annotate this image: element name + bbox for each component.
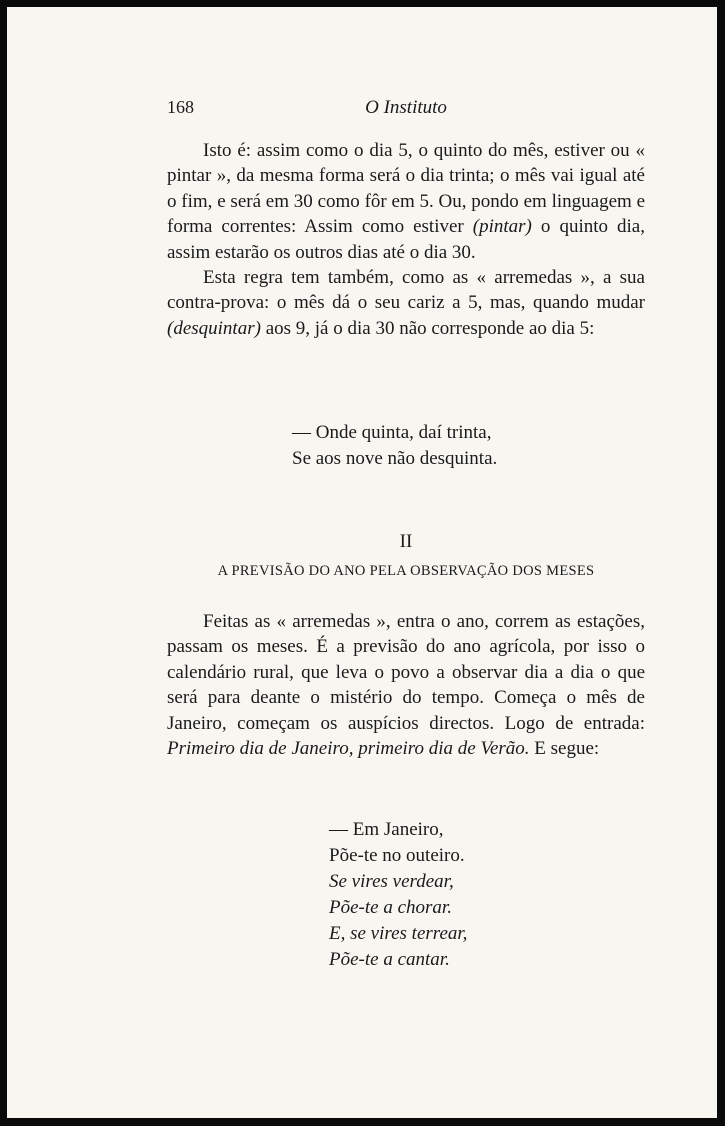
section-number: II bbox=[399, 531, 413, 552]
paragraph-1 bbox=[167, 138, 645, 265]
paragraph-2-text-end: aos 9, já o dia 30 não corresponde ao dia 5: bbox=[260, 317, 595, 339]
verse-2-line: Se vires verdear, bbox=[329, 871, 454, 892]
verse-2-line: Põe-te a chorar. bbox=[329, 897, 452, 918]
paragraph-3-text-end: E segue: bbox=[529, 738, 600, 760]
paragraph-3 bbox=[167, 609, 645, 761]
paragraph-2-text: Esta regra tem também, como as « arremedas », a sua contra-prova: o mês dá o seu cariz a 5, mas, quando mudar bbox=[167, 267, 645, 314]
verse-block-2 bbox=[329, 817, 467, 973]
paragraph-1-text: Isto é: assim como o dia 5, o quinto do mês, estiver ou « pintar », da mesma forma será o dia trinta; o mês vai igual até o fim, e será em 30 como fôr em 5. Ou, pondo em linguagem e forma correntes: Assim como estiver bbox=[167, 140, 645, 238]
paragraph-1-text-end: o quinto dia, assim estarão os outros dias até o dia 30. bbox=[167, 216, 645, 263]
body-text-top bbox=[167, 138, 645, 341]
running-title: O Instituto bbox=[365, 97, 447, 118]
page-number: 168 bbox=[167, 97, 194, 117]
body-text-bottom bbox=[167, 609, 645, 761]
verse-2-line: E, se vires terrear, bbox=[329, 923, 468, 944]
paragraph-2 bbox=[167, 265, 645, 341]
verse-1-line: Se aos nove não desquinta. bbox=[292, 448, 498, 469]
paragraph-1-italic: (pintar) bbox=[472, 216, 532, 238]
verse-2-line: — Em Janeiro, bbox=[329, 819, 444, 840]
verse-2-line: Põe-te no outeiro. bbox=[329, 845, 465, 866]
verse-block-1 bbox=[292, 420, 497, 472]
page-header bbox=[167, 97, 645, 123]
book-page bbox=[7, 7, 717, 1118]
paragraph-2-italic: (desquintar) bbox=[167, 317, 261, 339]
verse-2-line: Põe-te a cantar. bbox=[329, 949, 450, 970]
section-title: A PREVISÃO DO ANO PELA OBSERVAÇÃO DOS MESES bbox=[217, 563, 595, 579]
paragraph-3-text: Feitas as « arremedas », entra o ano, correm as estações, passam os meses. É a previsão do ano agrícola, por isso o calendário rural, que leva o povo a observar dia a dia o que será para deante o mistério do tempo. Começa o mês de Janeiro, começam os auspícios directos. Logo de entrada: bbox=[167, 611, 645, 734]
paragraph-3-italic: Primeiro dia de Janeiro, primeiro dia de Verão. bbox=[167, 738, 530, 760]
verse-1-line: — Onde quinta, daí trinta, bbox=[292, 422, 492, 443]
